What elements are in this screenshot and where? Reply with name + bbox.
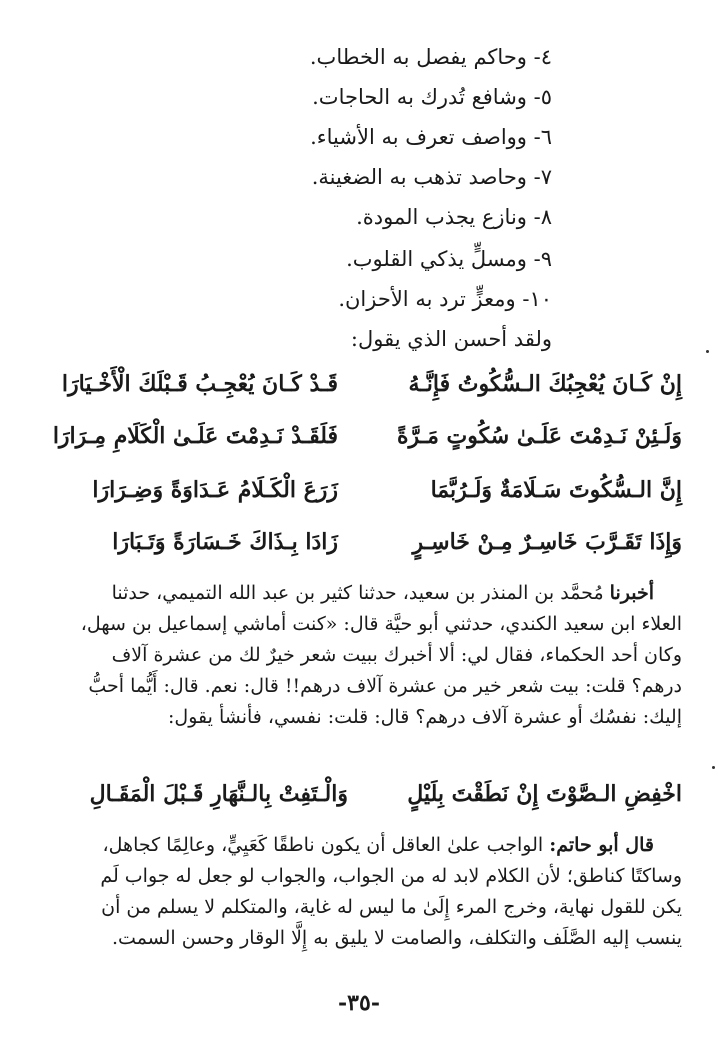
page-number: -٣٥- xyxy=(338,990,380,1016)
list-item-9: ٩- ومسلٍّ يذكي القلوب. xyxy=(346,247,552,271)
list-item-7: ٧- وحاصد تذهب به الضغينة. xyxy=(311,165,552,189)
commentary-row: وساكتًا كناطق؛ لأن الكلام لابد له من الجواب، والجواب لو جعل له جواب لَم xyxy=(100,865,682,887)
list-item-8: ٨- ونازع يجذب المودة. xyxy=(356,205,552,229)
list-item-10: ١٠- ومعزٍّ ترد به الأحزان. xyxy=(338,287,552,311)
narration-lead: أخبرنا xyxy=(609,582,654,604)
poem-intro: ولقد أحسن الذي يقول: xyxy=(350,327,552,351)
verse-first-half: اخْفِضِ الـصَّوْتَ إِنْ نَطَقْتَ بِلَيْلٍ xyxy=(407,781,682,807)
verse-first-half: وَإِذَا تَقَـرَّبَ خَاسِـرٌ مِـنْ خَاسِـرٍ xyxy=(412,529,682,555)
verse-first-half: إِنْ كَـانَ يُعْجِبُكَ الـسُّكُوتُ فَإِنَّـهُ xyxy=(408,371,682,397)
verse-first-half: إِنَّ الـسُّكُوتَ سَـلَامَةٌ وَلَـرُبَّمَا xyxy=(430,477,682,503)
narration-row: درهم؟ قلت: بيت شعر خير من عشرة آلاف درهم!! قال: نعم. قال: أَيُّما أحبُّ xyxy=(88,675,682,697)
narration-paragraph xyxy=(32,578,682,733)
narration-row: إليك: نفسُك أو عشرة آلاف درهم؟ قال: قلت: نفسي، فأنشأ يقول: xyxy=(168,706,682,728)
list-item-4: ٤- وحاكم يفصل به الخطاب. xyxy=(309,45,552,69)
commentary-row: ينسب إليه الصَّلَف والتكلف، والصامت لا يليق به إِلَّا الوقار وحسن السمت. xyxy=(112,927,682,949)
commentary-row: قال أبو حاتم: الواجب علىٰ العاقل أن يكون ناطقًا كَعَيِيٍّ، وعالِمًا كجاهل، xyxy=(102,834,654,856)
verse-second-half: فَلَقَـدْ نَـدِمْتَ عَلَـىٰ الْكَلَامِ مِـرَارَا xyxy=(52,423,338,449)
narration-row: أخبرنا مُحمَّد بن المنذر بن سعيد، حدثنا كثير بن عبد الله التميمي، حدثنا xyxy=(111,582,654,604)
list-item-5: ٥- وشافع تُدرك به الحاجات. xyxy=(312,85,552,109)
narration-row: العلاء ابن سعيد الكندي، حدثني أبو حيَّة قال: «كنت أماشي إسماعيل بن سهل، xyxy=(80,613,682,635)
margin-dot xyxy=(712,766,715,769)
verse-second-half: زَرَعَ الْكَـلَامُ عَـدَاوَةً وَضِـرَارَا xyxy=(92,477,338,503)
verse-second-half: قَـدْ كَـانَ يُعْجِـبُ قَـبْلَكَ الْأَخْـيَارَا xyxy=(61,371,338,397)
commentary-paragraph xyxy=(32,830,682,954)
commentary-row: يكن للقول نهاية، وخرج المرء إِلَىٰ ما ليس له غاية، والمتكلم لا يسلم من أن xyxy=(101,896,682,918)
list-item-6: ٦- وواصف تعرف به الأشياء. xyxy=(310,125,552,149)
verse-first-half: وَلَـئِنْ نَـدِمْتَ عَلَـىٰ سُكُوتٍ مَـرَّةً xyxy=(396,423,682,449)
verse-second-half: زَادَا بِـذَاكَ خَـسَارَةً وَتَـبَارَا xyxy=(112,529,338,555)
commentary-lead: قال أبو حاتم: xyxy=(549,834,654,856)
verse-second-half: وَالْـتَفِتْ بِالـنَّهَارِ قَـبْلَ الْمَقَـالِ xyxy=(89,781,348,807)
margin-dot xyxy=(706,350,709,353)
narration-row: وكان أحد الحكماء، فقال لي: ألا أخبرك ببيت شعر خيرٌ لك من عشرة آلاف xyxy=(111,644,682,666)
